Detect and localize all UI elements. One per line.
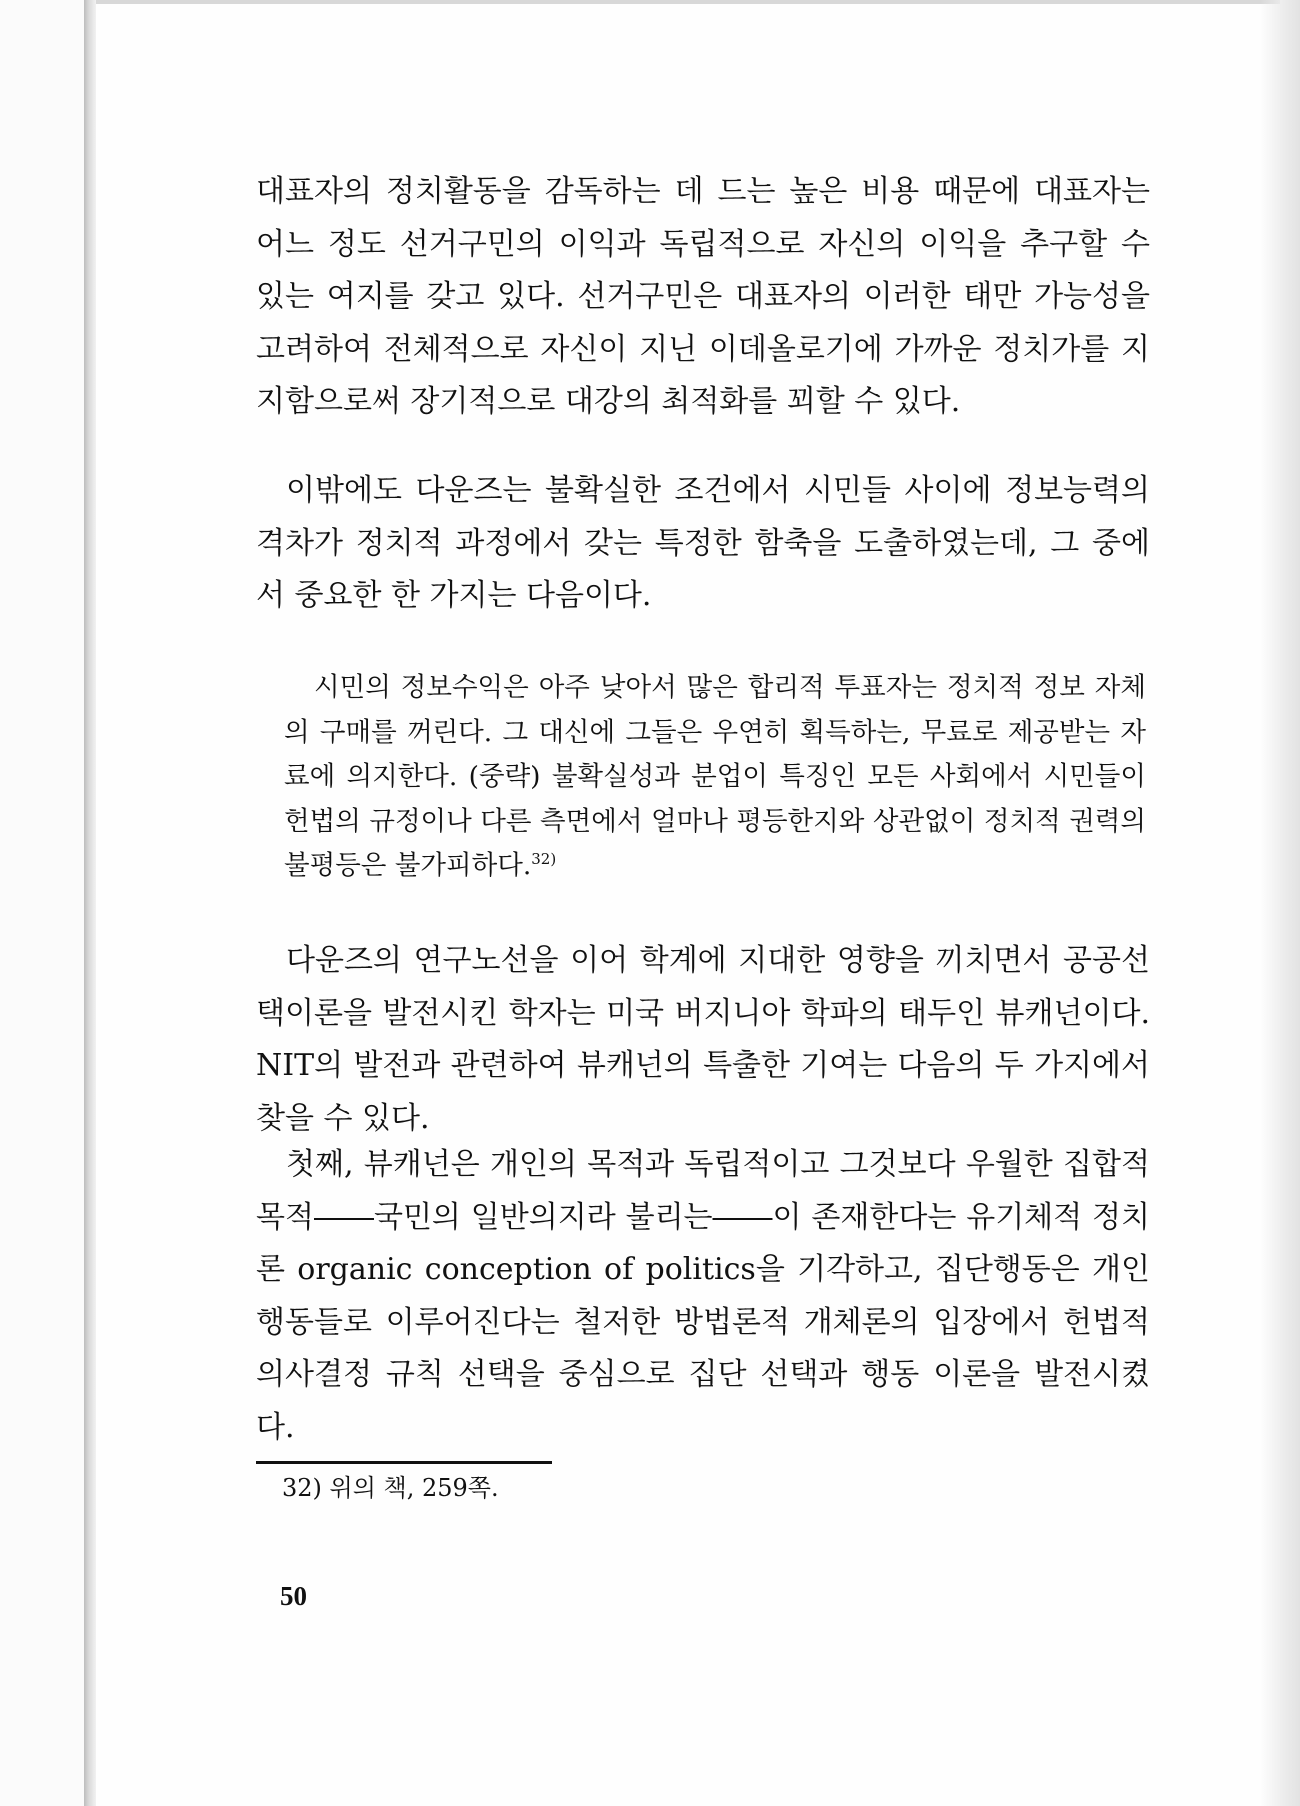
body-paragraph-2: 이밖에도 다운즈는 불확실한 조건에서 시민들 사이에 정보능력의 격차가 정치적 과정에서 갖는 특정한 함축을 도출하였는데, 그 중에서 중요한 한 가지는 다음이다. [256,473,1150,613]
footnote: 32) 위의 책, 259쪽. [282,1474,499,1502]
block-quote-text: 시민의 정보수익은 아주 낮아서 많은 합리적 투표자는 정치적 정보 자체의 구매를 꺼린다. 그 대신에 그들은 우연히 획득하는, 무료로 제공받는 자료에 의지한다. (중략) 불확실성과 분업이 특징인 모든 사회에서 시민들이 헌법의 규정이나 다른 측면에서 얼마나 평등한지와 상관없이 정치적 권력의 불평등은 불가피하다. [284,672,1146,881]
page-shadow-right [1260,0,1300,1806]
body-paragraph-4: 첫째, 뷰캐넌은 개인의 목적과 독립적이고 그것보다 우월한 집합적 목적――국민의 일반의지라 불리는――이 존재한다는 유기체적 정치론 organic conception of politics을 기각하고, 집단행동은 개인 행동들로 이루어진다는 철저한 방법론적 개체론의 입장에서 헌법적 의사결정 규칙 선택을 중심으로 집단 선택과 행동 이론을 발전시켰다. [256,1147,1150,1445]
footnote-reference: 32) [531,850,557,869]
page-number: 50 [280,1581,307,1611]
body-paragraph-3: 다운즈의 연구노선을 이어 학계에 지대한 영향을 끼치면서 공공선택이론을 발전시킨 학자는 미국 버지니아 학파의 태두인 뷰캐넌이다. NIT의 발전과 관련하여 뷰캐넌의 특출한 기여는 다음의 두 가지에서 찾을 수 있다. [256,943,1150,1136]
page-edge-left [84,0,96,1806]
footnote-separator [256,1461,552,1464]
block-quote [284,666,1146,889]
body-paragraph-1: 대표자의 정치활동을 감독하는 데 드는 높은 비용 때문에 대표자는 어느 정도 선거구민의 이익과 독립적으로 자신의 이익을 추구할 수 있는 여지를 갖고 있다. 선거구민은 대표자의 이러한 태만 가능성을 고려하여 전체적으로 자신이 지닌 이데올로기에 가까운 정치가를 지지함으로써 장기적으로 대강의 최적화를 꾀할 수 있다. [256,174,1150,419]
